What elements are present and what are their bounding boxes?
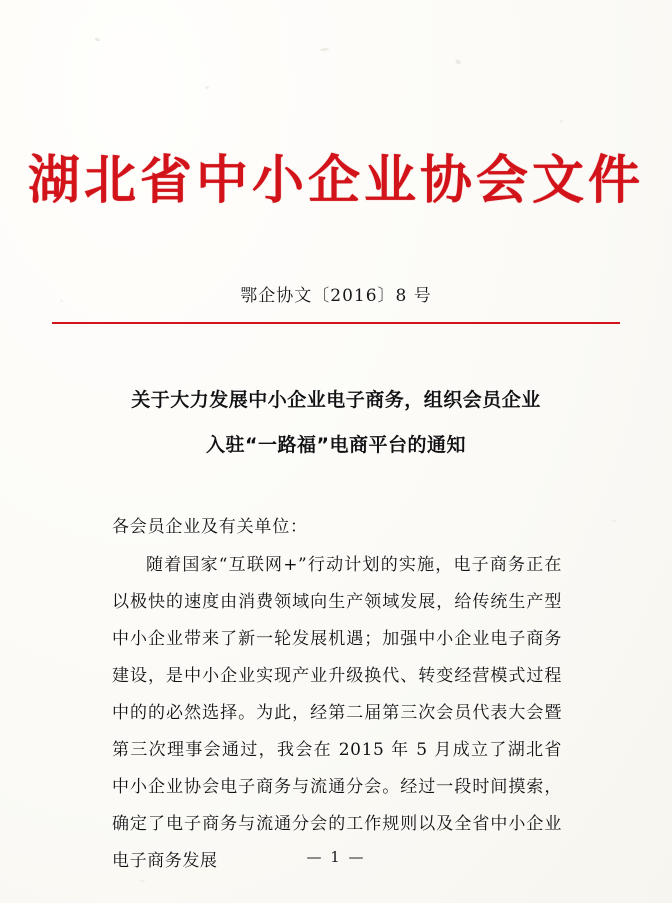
document-title: 湖北省中小企业协会文件: [27, 151, 644, 211]
subject-line-2: 入驻“一路福”电商平台的通知: [206, 433, 466, 456]
paper-speckle: [560, 120, 563, 123]
red-divider-rule: [52, 322, 620, 324]
subject-line-1: 关于大力发展中小企业电子商务，组织会员企业: [131, 389, 541, 411]
paper-speckle: [454, 59, 461, 66]
document-number: 鄂企协文〔2016〕8 号: [240, 286, 432, 306]
paper-speckle: [95, 37, 101, 42]
document-subject: [86, 378, 586, 467]
page-number: — 1 —: [306, 848, 366, 866]
body-text: [112, 547, 562, 880]
salutation: 各会员企业及有关单位：: [112, 517, 308, 537]
paper-speckle: [320, 47, 329, 52]
paper-speckle: [205, 86, 209, 89]
paper-speckle: [612, 520, 616, 522]
body-paragraph: 随着国家“互联网+”行动计划的实施，电子商务正在以极快的速度由消费领域向生产领域发展，给传统生产型中小企业带来了新一轮发展机遇；加强中小企业电子商务建设，是中小企业实现产业升级换代、转变经营模式过程中的的必然选择。为此，经第二届第三次会员代表大会暨第三次理事会通过，我会在 2015 年 5 月成立了湖北省中小企业协会电子商务与流通分会。经过一段时间摸索，确定了电子商务与流通分会的工作规则以及全省中小企业电子商务发展: [112, 555, 562, 872]
